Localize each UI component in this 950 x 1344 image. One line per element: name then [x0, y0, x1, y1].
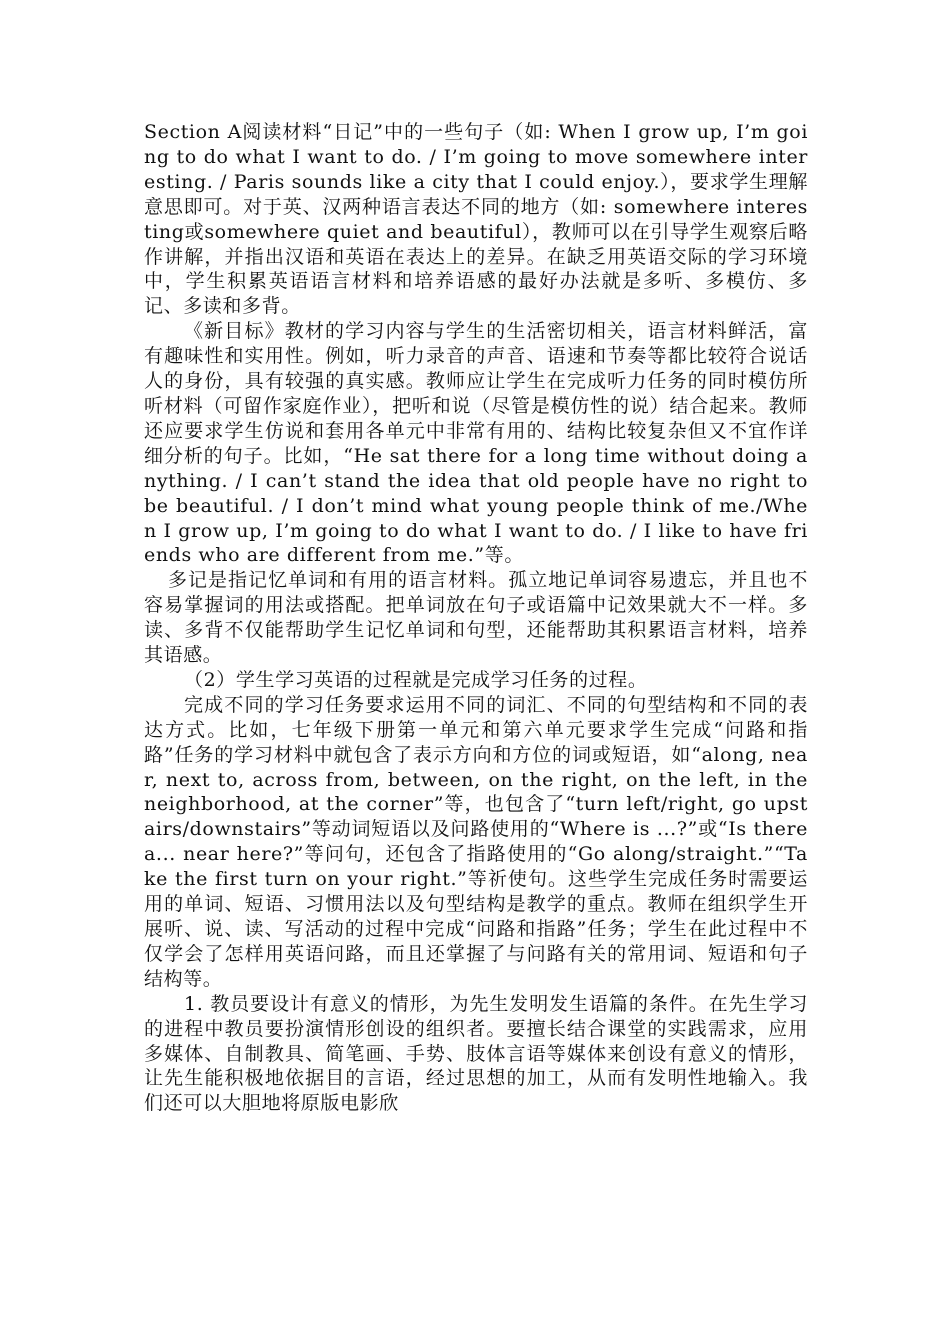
paragraph-memorizing: 多记是指记忆单词和有用的语言材料。孤立地记单词容易遗忘，并且也不容易掌握词的用法或搭配。把单词放在句子或语篇中记效果就大不一样。多读、多背不仅能帮助学生记忆单词和句型，还能帮助其积累语言材料，培养其语感。: [144, 569, 808, 667]
paragraph-section-a: Section A阅读材料“日记”中的一些句子（如: When I grow up, I’m going to do what I want to do. / I’m going to move somewhere interesting. / Paris sounds like a city that I could enjoy.），要求学生理解意思即可。对于英、汉两种语言表达不同的地方（如: somewhere interesting或somewhere quiet and beautiful），教师可以在引导学生观察后略作讲解，并指出汉语和英语在表达上的差异。在缺乏用英语交际的学习环境中，学生积累英语语言材料和培养语感的最好办法就是多听、多模仿、多记、多读和多背。: [144, 121, 808, 318]
paragraph-heading-2: （2）学生学习英语的过程就是完成学习任务的过程。: [184, 668, 648, 691]
document-page: [144, 120, 808, 1116]
paragraph-task-learning: 完成不同的学习任务要求运用不同的词汇、不同的句型结构和不同的表达方式。比如，七年级下册第一单元和第六单元要求学生完成“问路和指路”任务的学习材料中就包含了表示方向和方位的词或短语，如“along, near, next to, across from, between, on the right, on the left, in the neighborhood, at the corner”等，也包含了“turn left/right, go upstairs/downstairs”等动词短语以及问路使用的“Where is ...?”或“Is there a... near here?”等问句，还包含了指路使用的“Go along/straight.”“Take the first turn on your right.”等祈使句。这些学生完成任务时需要运用的单词、短语、习惯用法以及句型结构是教学的重点。教师在组织学生开展听、说、读、写活动的过程中完成“问路和指路”任务；学生在此过程中不仅学会了怎样用英语问路，而且还掌握了与问路有关的常用词、短语和句子结构等。: [144, 693, 808, 990]
paragraph-item-1: 1. 教员要设计有意义的情形，为先生发明发生语篇的条件。在先生学习的进程中教员要扮演情形创设的组织者。要擅长结合课堂的实践需求，应用多媒体、自制教具、简笔画、手势、肢体言语等媒体来创设有意义的情形，让先生能积极地依据目的言语，经过思想的加工，从而有发明性地输入。我们还可以大胆地将原版电影欣: [144, 992, 808, 1115]
paragraph-textbook-content: 《新目标》教材的学习内容与学生的生活密切相关，语言材料鲜活，富有趣味性和实用性。例如，听力录音的声音、语速和节奏等都比较符合说话人的身份，具有较强的真实感。教师应让学生在完成听力任务的同时模仿所听材料（可留作家庭作业），把听和说（尽管是模仿性的说）结合起来。教师还应要求学生仿说和套用各单元中非常有用的、结构比较复杂但又不宜作详细分析的句子。比如，“He sat there for a long time without doing anything. / I can’t stand the idea that old people have no right to be beautiful. / I don’t mind what young people think of me./When I grow up, I’m going to do what I want to do. / I like to have friends who are different from me.”等。: [144, 320, 808, 567]
